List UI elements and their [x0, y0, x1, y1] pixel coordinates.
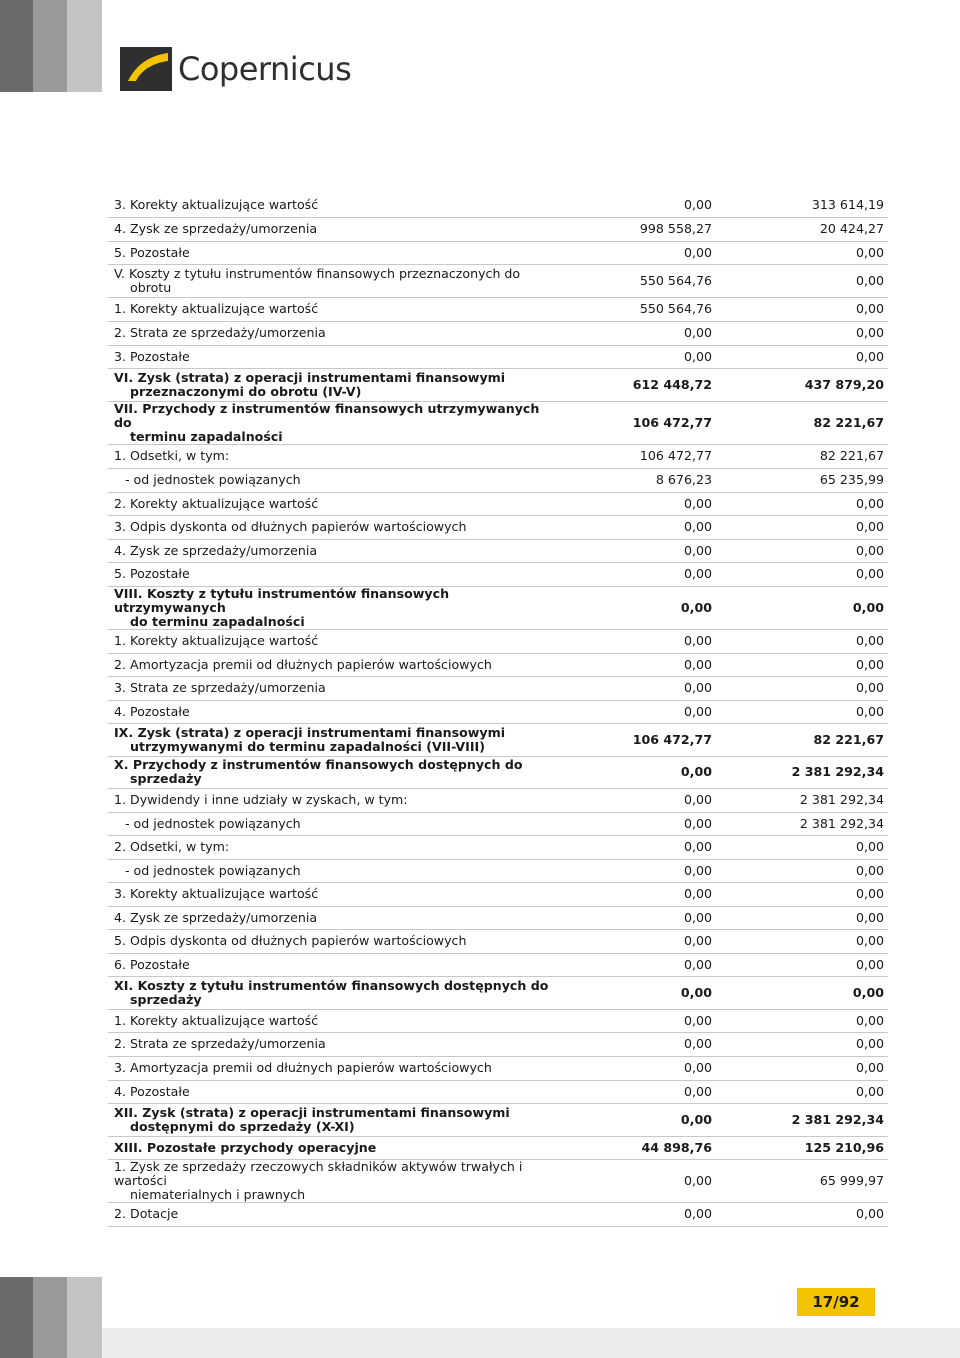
row-label [108, 653, 558, 676]
row-label [108, 723, 558, 756]
row-label-text: 3. Korekty aktualizujące wartość [114, 196, 319, 212]
row-label-text: V. Koszty z tytułu instrumentów finansowych przeznaczonych do [114, 265, 521, 281]
row-label [108, 468, 558, 492]
row-label-text: 1. Korekty aktualizujące wartość [114, 301, 319, 316]
row-label [108, 906, 558, 929]
value-previous-period: 2 381 292,34 [716, 812, 888, 835]
value-previous-period: 2 381 292,34 [716, 756, 888, 788]
row-label [108, 812, 558, 835]
row-label [108, 1103, 558, 1136]
row-label [108, 1202, 558, 1226]
row-label [108, 882, 558, 906]
table-row [108, 756, 888, 788]
row-label [108, 1009, 558, 1032]
row-label-continuation: przeznaczonymi do obrotu (IV-V) [130, 383, 362, 399]
table-row [108, 953, 888, 976]
value-current-period: 550 564,76 [558, 264, 716, 297]
value-previous-period: 313 614,19 [716, 193, 888, 217]
table-row [108, 1159, 888, 1202]
row-label [108, 1159, 558, 1202]
row-label-text: XIII. Pozostałe przychody operacyjne [114, 1139, 377, 1155]
company-logo [120, 44, 351, 94]
table-row [108, 835, 888, 859]
value-previous-period: 2 381 292,34 [716, 788, 888, 812]
value-current-period: 0,00 [558, 653, 716, 676]
row-label [108, 539, 558, 562]
footer-stripe-mid [33, 1277, 67, 1358]
table-row [108, 882, 888, 906]
value-previous-period: 0,00 [716, 653, 888, 676]
value-previous-period: 2 381 292,34 [716, 1103, 888, 1136]
table-row [108, 653, 888, 676]
row-label [108, 586, 558, 629]
row-label-text: 3. Amortyzacja premii od dłużnych papierów wartościowych [114, 1060, 492, 1075]
value-current-period: 0,00 [558, 676, 716, 700]
value-previous-period: 0,00 [716, 264, 888, 297]
value-current-period: 0,00 [558, 812, 716, 835]
table-row [108, 241, 888, 264]
table-row [108, 468, 888, 492]
value-current-period: 106 472,77 [558, 401, 716, 444]
row-label-text: VIII. Koszty z tytułu instrumentów finansowych utrzymywanych [114, 585, 450, 615]
row-label [108, 676, 558, 700]
table-row [108, 629, 888, 653]
row-label-text: 2. Dotacje [114, 1206, 179, 1221]
value-previous-period: 0,00 [716, 345, 888, 368]
value-previous-period: 82 221,67 [716, 401, 888, 444]
row-label-text: 1. Korekty aktualizujące wartość [114, 633, 319, 648]
brand-name: Copernicus [178, 50, 352, 88]
row-label-text: 5. Pozostałe [114, 244, 190, 260]
table-row [108, 217, 888, 241]
value-current-period: 0,00 [558, 929, 716, 953]
row-label-text: - od jednostek powiązanych [125, 815, 301, 831]
value-current-period: 0,00 [558, 976, 716, 1009]
value-current-period: 0,00 [558, 1009, 716, 1032]
row-label-text: 2. Strata ze sprzedaży/umorzenia [114, 1036, 326, 1051]
row-label [108, 321, 558, 345]
value-previous-period: 0,00 [716, 835, 888, 859]
value-previous-period: 0,00 [716, 562, 888, 586]
value-previous-period: 82 221,67 [716, 444, 888, 468]
table-row [108, 788, 888, 812]
value-previous-period: 0,00 [716, 1032, 888, 1056]
value-current-period: 0,00 [558, 586, 716, 629]
value-previous-period: 0,00 [716, 629, 888, 653]
table-row [108, 297, 888, 321]
row-label-continuation: obrotu [130, 279, 172, 295]
value-previous-period: 0,00 [716, 1009, 888, 1032]
value-previous-period: 437 879,20 [716, 368, 888, 401]
value-current-period: 0,00 [558, 1080, 716, 1103]
row-label [108, 562, 558, 586]
table-row [108, 492, 888, 515]
footer-bar [102, 1328, 960, 1358]
value-previous-period: 0,00 [716, 859, 888, 882]
value-current-period: 44 898,76 [558, 1136, 716, 1159]
row-label-text: 2. Odsetki, w tym: [114, 839, 230, 854]
row-label-continuation: utrzymywanymi do terminu zapadalności (VII-VIII) [130, 738, 485, 754]
value-current-period: 0,00 [558, 1159, 716, 1202]
table-row [108, 321, 888, 345]
value-current-period: 0,00 [558, 882, 716, 906]
row-label [108, 401, 558, 444]
value-current-period: 0,00 [558, 345, 716, 368]
value-current-period: 550 564,76 [558, 297, 716, 321]
page-number: 17/92 [797, 1288, 875, 1316]
row-label-text: 4. Zysk ze sprzedaży/umorzenia [114, 909, 318, 925]
value-current-period: 0,00 [558, 1032, 716, 1056]
value-current-period: 0,00 [558, 562, 716, 586]
row-label-text: 4. Pozostałe [114, 703, 190, 719]
value-previous-period: 65 235,99 [716, 468, 888, 492]
row-label-text: 3. Strata ze sprzedaży/umorzenia [114, 680, 326, 695]
row-label [108, 859, 558, 882]
table-row [108, 539, 888, 562]
row-label [108, 1032, 558, 1056]
row-label-text: VII. Przychody z instrumentów finansowych utrzymywanych do [114, 400, 540, 430]
row-label-text: 4. Zysk ze sprzedaży/umorzenia [114, 221, 318, 236]
table-row [108, 345, 888, 368]
row-label-text: 1. Korekty aktualizujące wartość [114, 1012, 319, 1028]
value-current-period: 0,00 [558, 515, 716, 539]
row-label-text: XII. Zysk (strata) z operacji instrumentami finansowymi [114, 1104, 510, 1120]
row-label-text: 2. Amortyzacja premii od dłużnych papierów wartościowych [114, 656, 492, 672]
table-row [108, 1032, 888, 1056]
row-label [108, 1136, 558, 1159]
value-previous-period: 0,00 [716, 539, 888, 562]
row-label-text: 3. Korekty aktualizujące wartość [114, 886, 319, 901]
row-label [108, 345, 558, 368]
value-previous-period: 65 999,97 [716, 1159, 888, 1202]
row-label [108, 700, 558, 723]
value-current-period: 0,00 [558, 859, 716, 882]
value-current-period: 0,00 [558, 1056, 716, 1080]
table-row [108, 976, 888, 1009]
value-current-period: 0,00 [558, 953, 716, 976]
value-current-period: 612 448,72 [558, 368, 716, 401]
table-row [108, 1009, 888, 1032]
table-row [108, 515, 888, 539]
table-row [108, 193, 888, 217]
table-row [108, 401, 888, 444]
value-current-period: 0,00 [558, 1103, 716, 1136]
row-label-text: - od jednostek powiązanych [125, 862, 301, 878]
row-label [108, 193, 558, 217]
row-label-text: 3. Pozostałe [114, 348, 190, 364]
row-label-text: 5. Pozostałe [114, 566, 190, 581]
row-label-text: 2. Strata ze sprzedaży/umorzenia [114, 325, 326, 340]
row-label [108, 1056, 558, 1080]
row-label-continuation: terminu zapadalności [130, 428, 283, 444]
value-previous-period: 0,00 [716, 929, 888, 953]
value-previous-period: 0,00 [716, 953, 888, 976]
copernicus-logo-icon [120, 47, 172, 91]
row-label-text: 1. Odsetki, w tym: [114, 448, 230, 463]
value-current-period: 0,00 [558, 835, 716, 859]
value-current-period: 998 558,27 [558, 217, 716, 241]
value-previous-period: 0,00 [716, 241, 888, 264]
table-row [108, 586, 888, 629]
row-label-text: 1. Dywidendy i inne udziały w zyskach, w tym: [114, 792, 408, 807]
row-label [108, 241, 558, 264]
row-label-text: 2. Korekty aktualizujące wartość [114, 495, 319, 511]
value-current-period: 0,00 [558, 906, 716, 929]
value-current-period: 0,00 [558, 492, 716, 515]
table-row [108, 812, 888, 835]
table-row [108, 1103, 888, 1136]
table-row [108, 562, 888, 586]
value-previous-period: 0,00 [716, 906, 888, 929]
row-label [108, 835, 558, 859]
row-label-continuation: dostępnymi do sprzedaży (X-XI) [130, 1118, 355, 1134]
row-label [108, 953, 558, 976]
row-label [108, 976, 558, 1009]
value-previous-period: 0,00 [716, 492, 888, 515]
table-row [108, 1136, 888, 1159]
row-label-continuation: sprzedaży [130, 771, 202, 786]
row-label-continuation: niematerialnych i prawnych [130, 1186, 306, 1202]
value-current-period: 0,00 [558, 756, 716, 788]
row-label-continuation: sprzedaży [130, 991, 202, 1007]
table-row [108, 1080, 888, 1103]
row-label [108, 368, 558, 401]
header-stripe-mid [33, 0, 67, 92]
value-current-period: 0,00 [558, 629, 716, 653]
value-current-period: 8 676,23 [558, 468, 716, 492]
value-current-period: 0,00 [558, 321, 716, 345]
row-label [108, 444, 558, 468]
value-current-period: 106 472,77 [558, 444, 716, 468]
value-previous-period: 0,00 [716, 700, 888, 723]
value-current-period: 0,00 [558, 193, 716, 217]
value-previous-period: 20 424,27 [716, 217, 888, 241]
table-row [108, 1056, 888, 1080]
row-label [108, 1080, 558, 1103]
value-previous-period: 0,00 [716, 676, 888, 700]
row-label [108, 788, 558, 812]
value-current-period: 0,00 [558, 788, 716, 812]
table-row [108, 906, 888, 929]
row-label [108, 629, 558, 653]
value-previous-period: 0,00 [716, 297, 888, 321]
row-label-text: 3. Odpis dyskonta od dłużnych papierów wartościowych [114, 519, 467, 534]
table-row [108, 368, 888, 401]
value-previous-period: 0,00 [716, 1056, 888, 1080]
row-label-text: 4. Pozostałe [114, 1083, 190, 1099]
row-label-text: 6. Pozostałe [114, 956, 190, 972]
value-current-period: 106 472,77 [558, 723, 716, 756]
value-previous-period: 0,00 [716, 882, 888, 906]
row-label-text: X. Przychody z instrumentów finansowych dostępnych do [114, 757, 523, 772]
footer-stripe-light [67, 1277, 102, 1358]
row-label-continuation: do terminu zapadalności [130, 613, 305, 629]
table-row [108, 264, 888, 297]
row-label [108, 492, 558, 515]
value-previous-period: 0,00 [716, 586, 888, 629]
value-previous-period: 0,00 [716, 321, 888, 345]
header-stripe-light [67, 0, 102, 92]
table-row [108, 444, 888, 468]
value-previous-period: 125 210,96 [716, 1136, 888, 1159]
table-row [108, 723, 888, 756]
value-previous-period: 0,00 [716, 1202, 888, 1226]
value-previous-period: 82 221,67 [716, 723, 888, 756]
value-previous-period: 0,00 [716, 1080, 888, 1103]
row-label-text: 1. Zysk ze sprzedaży rzeczowych składników aktywów trwałych i wartości [114, 1158, 523, 1188]
value-current-period: 0,00 [558, 241, 716, 264]
row-label-text: XI. Koszty z tytułu instrumentów finansowych dostępnych do [114, 977, 549, 993]
value-current-period: 0,00 [558, 700, 716, 723]
row-label-text: IX. Zysk (strata) z operacji instrumentami finansowymi [114, 724, 506, 740]
row-label-text: 4. Zysk ze sprzedaży/umorzenia [114, 542, 318, 558]
row-label-text: 5. Odpis dyskonta od dłużnych papierów wartościowych [114, 933, 467, 948]
value-current-period: 0,00 [558, 539, 716, 562]
row-label [108, 264, 558, 297]
header-stripe-dark [0, 0, 33, 92]
row-label [108, 929, 558, 953]
financial-table [108, 193, 888, 1227]
table-row [108, 929, 888, 953]
row-label-text: - od jednostek powiązanych [125, 472, 301, 487]
value-previous-period: 0,00 [716, 515, 888, 539]
value-previous-period: 0,00 [716, 976, 888, 1009]
row-label [108, 217, 558, 241]
row-label [108, 756, 558, 788]
row-label [108, 515, 558, 539]
table-row [108, 700, 888, 723]
table-row [108, 676, 888, 700]
table-row [108, 859, 888, 882]
footer-stripe-dark [0, 1277, 33, 1358]
table-row [108, 1202, 888, 1226]
row-label-text: VI. Zysk (strata) z operacji instrumentami finansowymi [114, 369, 506, 385]
row-label [108, 297, 558, 321]
value-current-period: 0,00 [558, 1202, 716, 1226]
